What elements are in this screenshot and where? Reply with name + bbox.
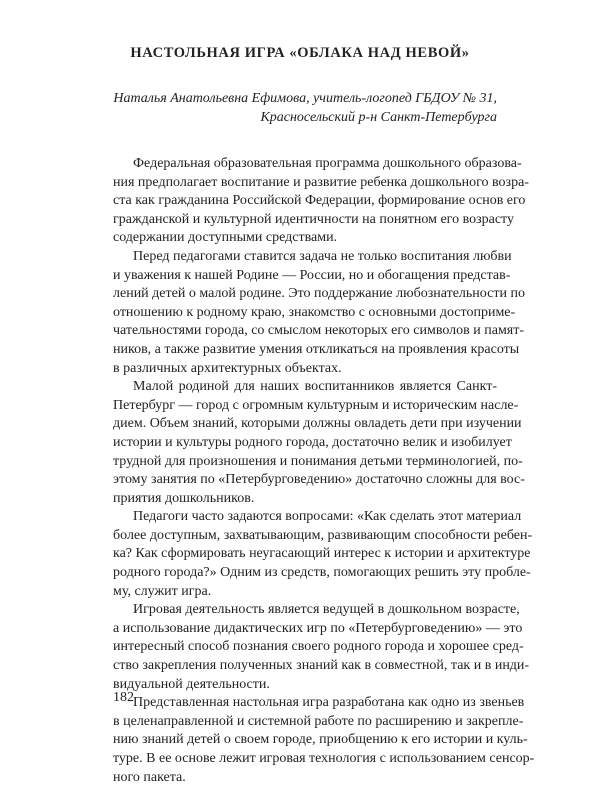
paragraph-line: видуальной деятельности. — [113, 676, 270, 692]
paragraph-line: этому занятия по «Петербурговедению» достаточно сложны для вос- — [113, 472, 525, 488]
paragraph-line: трудной для произношения и понимания детьми терминологией, по- — [113, 453, 523, 469]
paragraph-line: Перед педагогами ставится задача не только воспитания любви — [133, 248, 512, 264]
author-line-2: Красносельский р-н Санкт-Петербурга — [260, 110, 497, 125]
paragraph-line: Малой родиной для наших воспитанников является Санкт- — [133, 379, 497, 395]
paragraph-line: ников, а также развитие умения откликаться на проявления красоты — [113, 341, 520, 357]
paragraph-line: ста как гражданина Российской Федерации, формирование основ его — [113, 193, 526, 209]
author-info — [100, 89, 497, 127]
paragraph-line: отношению к родному краю, знакомство с основными достоприме- — [113, 304, 516, 320]
paragraph — [113, 248, 525, 378]
paragraph-line: Игровая деятельность является ведущей в дошкольном возрасте, — [133, 602, 520, 618]
paragraph-line: родного города?» Одним из средств, помогающих решить эту пробле- — [113, 565, 531, 581]
paragraph — [113, 694, 535, 787]
author-line-1: Наталья Анатольевна Ефимова, учитель-логопед ГБДОУ № 31, — [113, 91, 497, 106]
paragraph-line: чательностями города, со смыслом некоторых его символов и памят- — [113, 323, 525, 339]
paragraph-line: гражданской и культурной идентичности на понятном его возрасту — [113, 211, 514, 227]
paragraph-line: туре. В ее основе лежит игровая технология с использованием сенсор- — [113, 751, 535, 766]
paragraph-line: более доступным, захватывающим, развивающим способности ребен- — [113, 527, 533, 543]
paragraph-line: содержании доступными средствами. — [113, 230, 338, 246]
paragraph-line: му, служит игра. — [113, 583, 212, 599]
page-number: 182 — [113, 690, 134, 705]
paragraph-line: интересный способ познания своего родного города и хорошее сред- — [113, 639, 524, 655]
paragraph-line: ка? Как сформировать неугасающий интерес к истории и архитектуре — [113, 546, 531, 562]
paragraph-line: дием. Объем знаний, которыми должны овладеть дети при изучении — [113, 416, 522, 432]
paragraph-line: в целенаправленной и системной работе по расширению и закрепле- — [113, 713, 524, 729]
paragraph — [113, 508, 533, 601]
article-title: НАСТОЛЬНАЯ ИГРА «ОБЛАКА НАД НЕВОЙ» — [130, 45, 470, 61]
paragraph-line: а использование дидактических игр по «Петербурговедению» — это — [113, 620, 523, 636]
paragraph-line: лений детей о малой родине. Это поддержание любознательности по — [113, 286, 525, 302]
paragraph-line: в различных архитектурных объектах. — [113, 360, 342, 376]
paragraph-line: Петербург — город с огромным культурным и историческим насле- — [113, 397, 519, 413]
article-body — [113, 155, 535, 787]
paragraph-line: ного пакета. — [113, 769, 186, 785]
paragraph — [113, 601, 530, 694]
paragraph-line: нию знаний детей о своем городе, приобщению к его истории и куль- — [113, 732, 528, 748]
paragraph-line: приятия дошкольников. — [113, 490, 255, 506]
paragraph-line: Педагоги часто задаются вопросами: «Как сделать этот материал — [133, 509, 522, 525]
paragraph-line: и уважения к нашей Родине — России, но и обогащения представ- — [113, 267, 511, 283]
paragraph — [113, 378, 525, 508]
paragraph — [113, 155, 529, 248]
paragraph-line: ния предполагает воспитание и развитие ребенка дошкольного возра- — [113, 174, 529, 190]
paragraph-line: ство закрепления полученных знаний как в совместной, так и в инди- — [113, 658, 530, 674]
paragraph-line: Федеральная образовательная программа дошкольного образова- — [133, 156, 522, 171]
paragraph-line: истории и культуры родного города, достаточно велик и изобилует — [113, 434, 512, 450]
paragraph-line: Представленная настольная игра разработана как одно из звеньев — [133, 695, 525, 711]
